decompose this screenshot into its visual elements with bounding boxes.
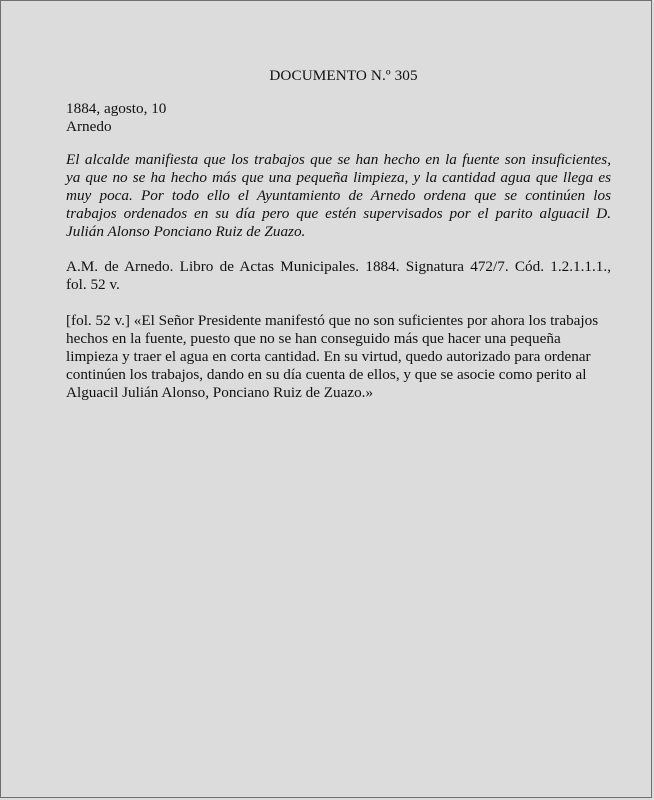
transcription-line: Alguacil Julián Alonso, Ponciano Ruiz de Zuazo.» (66, 384, 374, 401)
document-transcription (66, 312, 611, 402)
transcription-line: [fol. 52 v.] «El Señor Presidente manifestó que no son suficientes por ahora los trabajos (66, 312, 599, 329)
document-place: Arnedo (66, 118, 112, 135)
document-summary (66, 151, 611, 241)
document-header (66, 100, 611, 136)
transcription-line: continúen los trabajos, dando en su día cuenta de ellos, y que se asocie como perito al (66, 366, 587, 383)
archive-line: fol. 52 v. (66, 276, 120, 293)
document-content (66, 67, 611, 402)
summary-line: El alcalde manifiesta que los trabajos que se han hecho en la fuente son insuficientes, (66, 151, 611, 168)
transcription-line: hechos en la fuente, puesto que no se han conseguido más que hacer una pequeña (66, 330, 561, 347)
document-date: 1884, agosto, 10 (66, 100, 167, 117)
archive-line: A.M. de Arnedo. Libro de Actas Municipales. 1884. Signatura 472/7. Cód. 1.2.1.1.1., (66, 258, 611, 275)
summary-line: trabajos ordenados en su día pero que estén supervisados por el parito alguacil D. (66, 205, 611, 222)
document-title: DOCUMENTO N.º 305 (269, 67, 418, 84)
summary-line: muy poca. Por todo ello el Ayuntamiento de Arnedo ordena que se continúen los (66, 187, 611, 204)
summary-line: Julián Alonso Ponciano Ruiz de Zuazo. (66, 223, 306, 240)
transcription-line: limpieza y traer el agua en corta cantidad. En su virtud, quedo autorizado para ordenar (66, 348, 591, 365)
summary-line: ya que no se ha hecho más que una pequeña limpieza, y la cantidad agua que llega es (66, 169, 611, 186)
archive-reference (66, 258, 611, 294)
